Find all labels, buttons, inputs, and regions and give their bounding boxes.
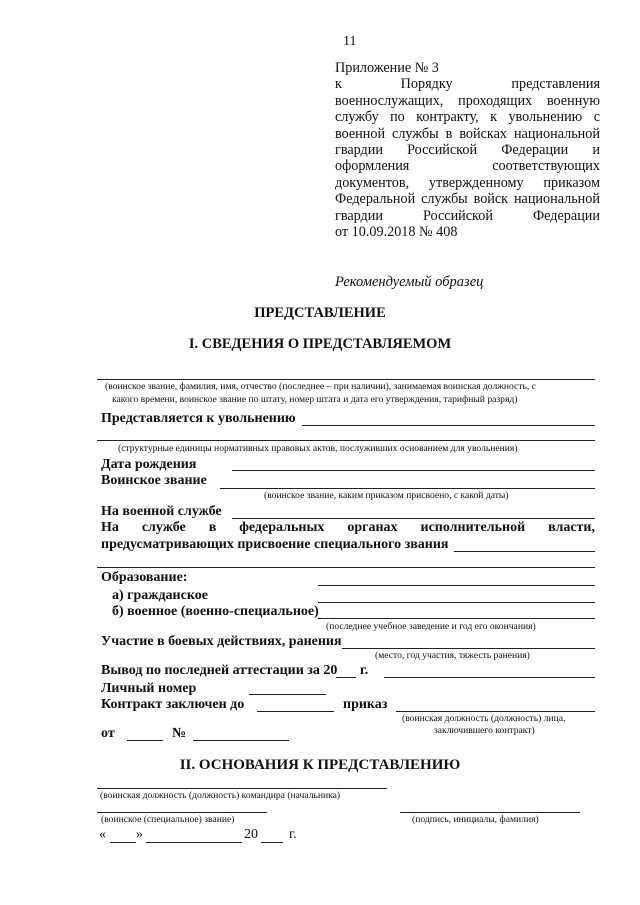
- attestation-label: Вывод по последней аттестации за 20: [101, 663, 338, 678]
- appendix-date-line: от 10.09.2018 № 408: [335, 224, 458, 241]
- appendix-word: оформления: [335, 158, 410, 175]
- appendix-word: службы: [421, 191, 468, 208]
- personal-number-line[interactable]: [249, 694, 326, 695]
- appendix-word: и: [592, 142, 600, 159]
- date-day-line[interactable]: [110, 842, 136, 843]
- order-label: приказ: [343, 697, 388, 712]
- signature-caption: (подпись, инициалы, фамилия): [412, 814, 539, 825]
- document-title: ПРЕДСТАВЛЕНИЕ: [254, 305, 386, 321]
- education-label: Образование:: [101, 570, 188, 585]
- page-number: 11: [343, 34, 357, 49]
- appendix-line: [335, 76, 600, 92]
- appendix-word: к: [490, 109, 498, 126]
- section-1-heading: I. СВЕДЕНИЯ О ПРЕДСТАВЛЯЕМОМ: [188, 336, 452, 352]
- appendix-line: [335, 175, 600, 191]
- date-month-line[interactable]: [146, 842, 242, 843]
- appendix-word: Российской: [423, 207, 493, 224]
- date-open-quote: «: [99, 827, 106, 842]
- appendix-line: [335, 208, 600, 224]
- rank-name-line[interactable]: [97, 379, 595, 380]
- appendix-word: Федерации: [501, 142, 569, 159]
- personal-number-label: Личный номер: [101, 681, 197, 696]
- federal-word: службе: [141, 520, 186, 535]
- appendix-word: гвардии: [335, 207, 383, 224]
- appendix-word: войсках: [459, 125, 507, 142]
- date-century: 20: [244, 827, 258, 842]
- federal-service-label-line1: [101, 520, 595, 536]
- federal-word: федеральных: [239, 520, 325, 535]
- contract-date-line[interactable]: [257, 711, 334, 712]
- attestation-line[interactable]: [384, 677, 595, 678]
- number-line[interactable]: [193, 740, 289, 741]
- federal-word: На: [101, 520, 119, 535]
- structural-units-line[interactable]: [97, 440, 595, 441]
- birth-date-label: Дата рождения: [101, 457, 197, 472]
- order-caption-2: заключившего контракт): [434, 725, 535, 736]
- federal-word: в: [208, 520, 217, 535]
- federal-service-line[interactable]: [454, 551, 595, 552]
- appendix-word: военнослужащих,: [335, 92, 444, 109]
- appendix-word: утвержденному: [428, 174, 524, 191]
- rank-name-caption-1: (воинское звание, фамилия, имя, отчество (последнее – при наличии), занимаемая воинская должность, с: [105, 381, 536, 392]
- military-service-label: На военной службе: [101, 504, 222, 519]
- federal-service-line-2[interactable]: [97, 567, 595, 568]
- combat-participation-line[interactable]: [342, 648, 595, 649]
- contract-label: Контракт заключен до: [101, 697, 245, 712]
- appendix-line: [335, 60, 600, 76]
- appendix-word: военной: [335, 125, 386, 142]
- appendix-word: службу: [335, 109, 379, 126]
- appendix-word: национальной: [513, 191, 600, 208]
- civil-education-line[interactable]: [318, 602, 595, 603]
- appendix-word: контракту,: [416, 109, 479, 126]
- appendix-word: приказом: [543, 174, 600, 191]
- appendix-word: документов,: [335, 174, 410, 191]
- attestation-year-line[interactable]: [336, 677, 356, 678]
- military-education-line[interactable]: [318, 618, 595, 619]
- attestation-year-suffix: г.: [360, 663, 369, 678]
- appendix-word: к: [335, 76, 342, 93]
- civil-education-label: а) гражданское: [112, 588, 208, 603]
- military-education-label: б) военное (военно-специальное): [112, 604, 319, 619]
- appendix-word: соответствующих: [492, 158, 600, 175]
- appendix-word: войск: [473, 191, 509, 208]
- commander-rank-caption: (воинское (специальное) звание): [101, 814, 235, 825]
- appendix-line: [335, 109, 600, 125]
- structural-units-caption: (структурные единицы нормативных правовых актов, послуживших основанием для увольнения): [118, 443, 518, 454]
- order-line[interactable]: [396, 711, 595, 712]
- date-close-quote: »: [136, 827, 143, 842]
- education-line[interactable]: [318, 585, 595, 586]
- signature-line[interactable]: [400, 812, 580, 813]
- date-year-line[interactable]: [261, 842, 283, 843]
- combat-caption: (место, год участия, тяжесть ранения): [375, 650, 530, 661]
- appendix-word: Порядку: [400, 76, 453, 93]
- commander-caption: (воинская должность (должность) командира (начальника): [100, 790, 341, 801]
- date-year-suffix: г.: [289, 827, 297, 842]
- appendix-block: [335, 60, 600, 240]
- appendix-word: Приложение № 3: [335, 60, 439, 76]
- appendix-line: [335, 142, 600, 158]
- appendix-word: военную: [546, 92, 600, 109]
- appendix-line: [335, 93, 600, 109]
- appendix-word: национальной: [513, 125, 600, 142]
- appendix-word: службы: [392, 125, 439, 142]
- military-rank-line[interactable]: [220, 488, 595, 489]
- number-label: №: [172, 726, 187, 741]
- birth-date-line[interactable]: [232, 470, 595, 471]
- appendix-word: представления: [511, 76, 600, 93]
- dismissal-line[interactable]: [302, 425, 595, 426]
- recommended-sample-note: Рекомендуемый образец: [335, 274, 484, 290]
- federal-word: власти,: [548, 520, 595, 535]
- order-caption-1: (воинская должность (должность) лица,: [402, 713, 566, 724]
- appendix-word: Федеральной: [335, 191, 416, 208]
- commander-rank-line[interactable]: [97, 812, 267, 813]
- appendix-line: [335, 191, 600, 207]
- appendix-line: [335, 158, 600, 174]
- dismissal-label: Представляется к увольнению: [101, 411, 296, 426]
- from-date-line[interactable]: [127, 740, 163, 741]
- school-caption: (последнее учебное заведение и год его окончания): [326, 621, 536, 632]
- military-rank-label: Воинское звание: [101, 473, 207, 488]
- appendix-word: проходящих: [458, 92, 533, 109]
- appendix-word: Российской: [407, 142, 478, 159]
- appendix-word: гвардии: [335, 142, 383, 159]
- federal-word: органах: [347, 520, 398, 535]
- section-2-heading: II. ОСНОВАНИЯ К ПРЕДСТАВЛЕНИЮ: [179, 757, 461, 773]
- appendix-line: [335, 126, 600, 142]
- military-rank-caption: (воинское звание, каким приказом присвоено, с какой даты): [264, 490, 509, 501]
- rank-name-caption-2: какого времени, воинское звание по штату, номер штата и дата его утверждения, тарифный разряд): [112, 394, 518, 405]
- appendix-word: увольнению: [508, 109, 583, 126]
- commander-position-line[interactable]: [97, 788, 387, 789]
- federal-service-label-line2: предусматривающих присвоение специального звания: [101, 537, 449, 552]
- appendix-word: в: [445, 125, 453, 142]
- appendix-word: Федерации: [532, 207, 600, 224]
- military-service-line[interactable]: [232, 518, 595, 519]
- appendix-word: по: [390, 109, 405, 126]
- federal-word: исполнительной: [420, 520, 526, 535]
- combat-participation-label: Участие в боевых действиях, ранения: [101, 634, 342, 649]
- from-label: от: [101, 726, 115, 741]
- appendix-word: с: [593, 109, 600, 126]
